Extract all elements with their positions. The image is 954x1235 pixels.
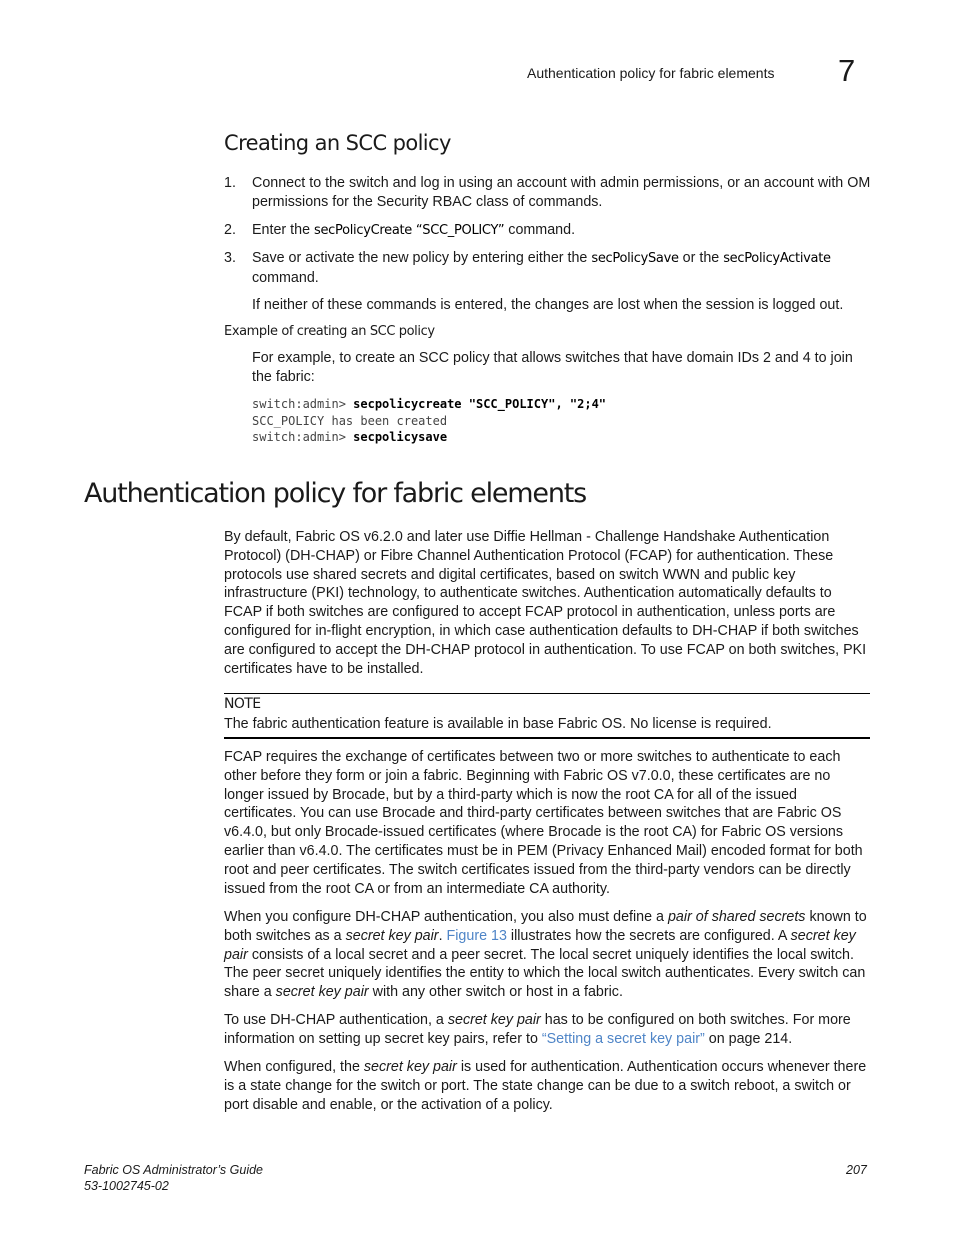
setting-secret-key-pair-link[interactable]: “Setting a secret key pair” (541, 1030, 705, 1047)
paragraph-default-protocols: By default, Fabric OS v6.2.0 and later use Diffie Hellman - Challenge Handshake Authentication Protocol) (DH-CHAP) or Fibre Channel Authentication Protocol (FCAP) for authentication. These protocols use shared secrets and digital certificates, based on switch WWN and public key infrastructure (PKI) technology, to authenticate switches. Authentication automatically defaults to FCAP if both switches are configured to accept FCAP protocol in authentication, unless ports are configured for in-flight encryption, in which case authentication defaults to DH-CHAP if both switches are configured to accept the DH-CHAP protocol in authentication. To use FCAP on both switches, PKI certificates have to be installed. (224, 529, 867, 677)
step-number: 3. (224, 250, 236, 266)
running-header-title: Authentication policy for fabric elements (527, 65, 775, 81)
step-text: Connect to the switch and log in using an account with admin permissions, or an account with OM permissions for the Security RBAC class of commands. (252, 175, 871, 210)
note-bottom-rule (224, 737, 870, 739)
paragraph-when-configured: When configured, the secret key pair is used for authentication. Authentication occurs whenever there is a state change for the switch or port. The state change can be due to a switch reboot, a switch or port disable and enable, or the activation of a policy. (224, 1059, 867, 1113)
paragraph-fcap: FCAP requires the exchange of certificates between two or more switches to authenticate to each other before they form or join a fabric. Beginning with Fabric OS v7.0.0, these certificates are no longer issued by Brocade, but by a third-party which is now the root CA for all of the issued certificates. You can use Brocade and third-party certificates between switches that are Fabric OS v6.4.0, but only Brocade-issued certificates (where Brocade is the root CA) for Fabric OS versions earlier than v6.4.0. The certificates must be in PEM (Privacy Enhanced Mail) encoded format for both root and peer certificates. The switch certificates issued from the third-party vendors can be directly issued from the root CA or from an intermediate CA authority. (224, 749, 863, 897)
example-heading: Example of creating an SCC policy (224, 324, 435, 339)
note-text: The fabric authentication feature is available in base Fabric OS. No license is required. (224, 716, 772, 732)
footer-doc-number: 53-1002745-02 (84, 1179, 169, 1193)
example-intro: For example, to create an SCC policy that allows switches that have domain IDs 2 and 4 to join the fabric: (252, 350, 853, 385)
note-top-rule (224, 693, 870, 694)
step-text: Enter the secPolicyCreate “SCC_POLICY” command. (252, 222, 576, 238)
command-name: secPolicyActivate (723, 251, 831, 266)
step-number: 2. (224, 222, 236, 238)
step-3-note: If neither of these commands is entered, the changes are lost when the session is logged out. (252, 297, 844, 313)
command-name: secPolicyCreate “SCC_POLICY” (314, 223, 505, 238)
paragraph-secret-key-setup: To use DH-CHAP authentication, a secret key pair has to be configured on both switches. For more information on setting up secret key pairs, refer to “Setting a secret key pair” on page 214. (224, 1012, 851, 1047)
command-name: secPolicySave (591, 251, 679, 266)
step-number: 1. (224, 175, 236, 191)
figure-13-link[interactable]: Figure 13 (446, 927, 507, 944)
section-heading-auth: Authentication policy for fabric elements (84, 478, 586, 509)
section-heading-scc: Creating an SCC policy (224, 131, 451, 155)
paragraph-dhchap: When you configure DH-CHAP authentication, you also must define a pair of shared secrets known to both switches as a secret key pair. Figure 13 illustrates how the secrets are configured. A secret key pair consists of a local secret and a peer secret. The local secret uniquely identifies the local switch. The peer secret uniquely identifies the entity to which the local switch authenticates. Every switch can share a secret key pair with any other switch or host in a fabric. (224, 909, 867, 1001)
note-label: NOTE (224, 696, 261, 712)
step-text: Save or activate the new policy by entering either the secPolicySave or the secPolicyActivate command. (252, 250, 831, 286)
footer-guide-title: Fabric OS Administrator’s Guide (84, 1163, 263, 1177)
code-example: switch:admin> secpolicycreate "SCC_POLICY", "2;4" SCC_POLICY has been created switch:admin> secpolicysave (252, 397, 607, 444)
footer-page-number: 207 (846, 1163, 867, 1177)
chapter-number: 7 (838, 53, 856, 88)
